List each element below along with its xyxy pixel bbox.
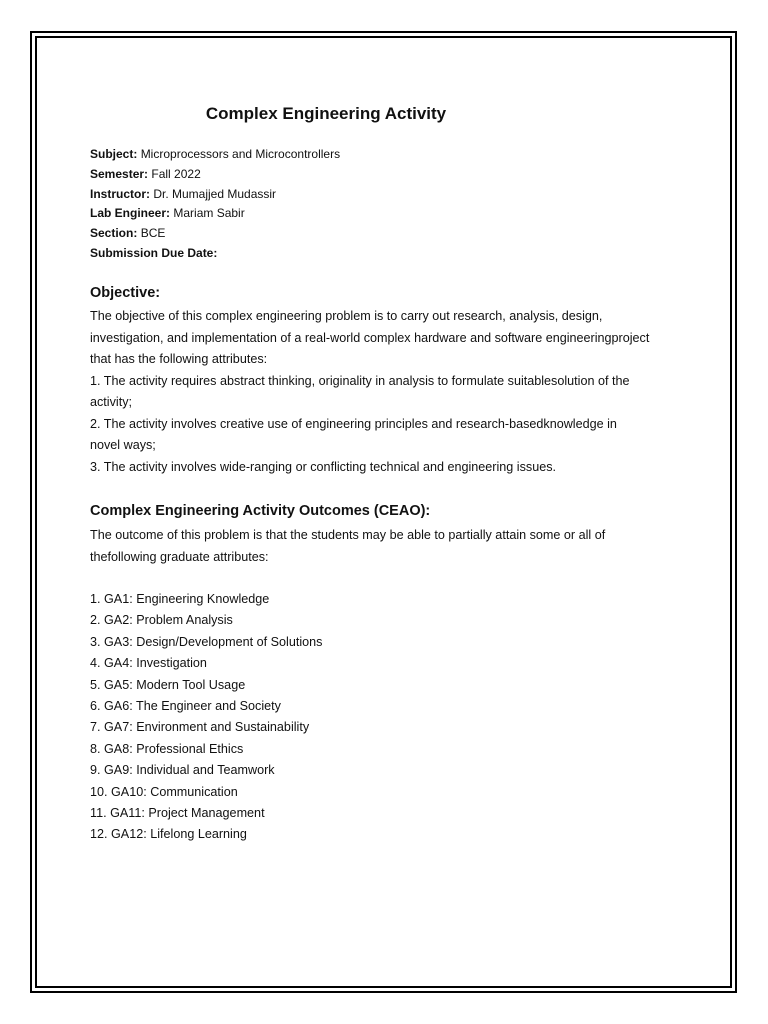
list-item: [90, 653, 322, 674]
list-item: [90, 760, 322, 781]
objective-paragraph: The objective of this complex engineering problem is to carry out research, analysis, design, investigation, and implementation of a real-world complex hardware and software engineeringproject that has the following attributes:: [90, 309, 650, 366]
item-code: GA3:: [104, 634, 133, 649]
meta-label: Submission Due Date:: [90, 245, 218, 260]
item-code: GA8:: [104, 741, 133, 756]
graduate-attributes-list: [90, 589, 322, 846]
item-text: Project Management: [148, 806, 265, 821]
meta-value: Dr. Mumajjed Mudassir: [153, 186, 277, 201]
outcomes-heading: Complex Engineering Activity Outcomes (CEAO):: [90, 503, 431, 519]
item-number: 11.: [90, 806, 107, 821]
item-text: Environment and Sustainability: [136, 720, 310, 735]
meta-instructor: [90, 185, 340, 205]
item-number: 3.: [90, 634, 101, 649]
objective-attribute-3: 3. The activity involves wide-ranging or conflicting technical and engineering issues.: [90, 459, 556, 474]
item-text: Investigation: [136, 656, 207, 671]
item-number: 2.: [90, 613, 101, 628]
meta-value: Mariam Sabir: [173, 206, 245, 221]
meta-value: Microprocessors and Microcontrollers: [140, 147, 341, 161]
list-item: [90, 632, 322, 653]
list-item: [90, 675, 322, 696]
meta-label: Subject:: [90, 147, 138, 161]
meta-label: Section:: [90, 226, 138, 241]
item-text: The Engineer and Society: [136, 699, 281, 714]
item-number: 8.: [90, 741, 101, 756]
meta-lab-engineer: [90, 204, 340, 224]
item-number: 7.: [90, 720, 101, 735]
objective-body: [90, 306, 650, 478]
list-item: [90, 589, 322, 610]
item-code: GA4:: [104, 656, 133, 671]
outcomes-body: [90, 525, 646, 568]
meta-semester: [90, 165, 340, 185]
list-item: [90, 696, 322, 717]
meta-section: [90, 224, 340, 244]
item-text: Professional Ethics: [136, 741, 244, 756]
item-number: 9.: [90, 763, 101, 778]
item-number: 12.: [90, 827, 108, 842]
document-title: Complex Engineering Activity: [205, 104, 447, 123]
meta-label: Instructor:: [90, 186, 150, 201]
item-text: Design/Development of Solutions: [136, 634, 323, 649]
item-text: Communication: [150, 784, 238, 799]
item-text: Modern Tool Usage: [136, 677, 246, 692]
list-item: [90, 782, 322, 803]
meta-subject: [90, 145, 340, 165]
meta-label: Semester:: [90, 166, 149, 181]
item-text: Individual and Teamwork: [136, 763, 275, 778]
item-number: 5.: [90, 677, 101, 692]
meta-due-date: [90, 244, 340, 264]
item-text: Problem Analysis: [136, 613, 233, 628]
item-code: GA11:: [110, 806, 145, 821]
objective-heading: Objective:: [90, 285, 161, 301]
item-number: 4.: [90, 656, 101, 671]
list-item: [90, 803, 322, 824]
item-number: 1.: [90, 592, 101, 606]
document-meta: [90, 145, 340, 264]
outcomes-intro: The outcome of this problem is that the students may be able to partially attain some or all of thefollowing graduate attributes:: [90, 528, 606, 564]
item-number: 6.: [90, 699, 101, 714]
item-code: GA10:: [111, 784, 147, 799]
list-item: [90, 717, 322, 738]
objective-attribute-2: 2. The activity involves creative use of engineering principles and research-basedknowledge in novel ways;: [90, 416, 617, 452]
list-item: [90, 739, 322, 760]
item-text: Engineering Knowledge: [136, 592, 270, 606]
item-code: GA6:: [104, 699, 133, 714]
item-code: GA7:: [104, 720, 133, 735]
item-code: GA9:: [104, 763, 133, 778]
objective-attribute-1: 1. The activity requires abstract thinking, originality in analysis to formulate suitablesolution of the activity;: [90, 373, 630, 409]
item-code: GA12:: [111, 827, 147, 842]
meta-value: Fall 2022: [151, 166, 201, 181]
meta-label: Lab Engineer:: [90, 206, 171, 221]
item-code: GA2:: [104, 613, 133, 628]
item-number: 10.: [90, 784, 108, 799]
list-item: [90, 824, 322, 845]
list-item: [90, 610, 322, 631]
item-text: Lifelong Learning: [150, 827, 247, 842]
meta-value: BCE: [140, 226, 166, 241]
item-code: GA5:: [104, 677, 133, 692]
item-code: GA1:: [104, 592, 133, 606]
